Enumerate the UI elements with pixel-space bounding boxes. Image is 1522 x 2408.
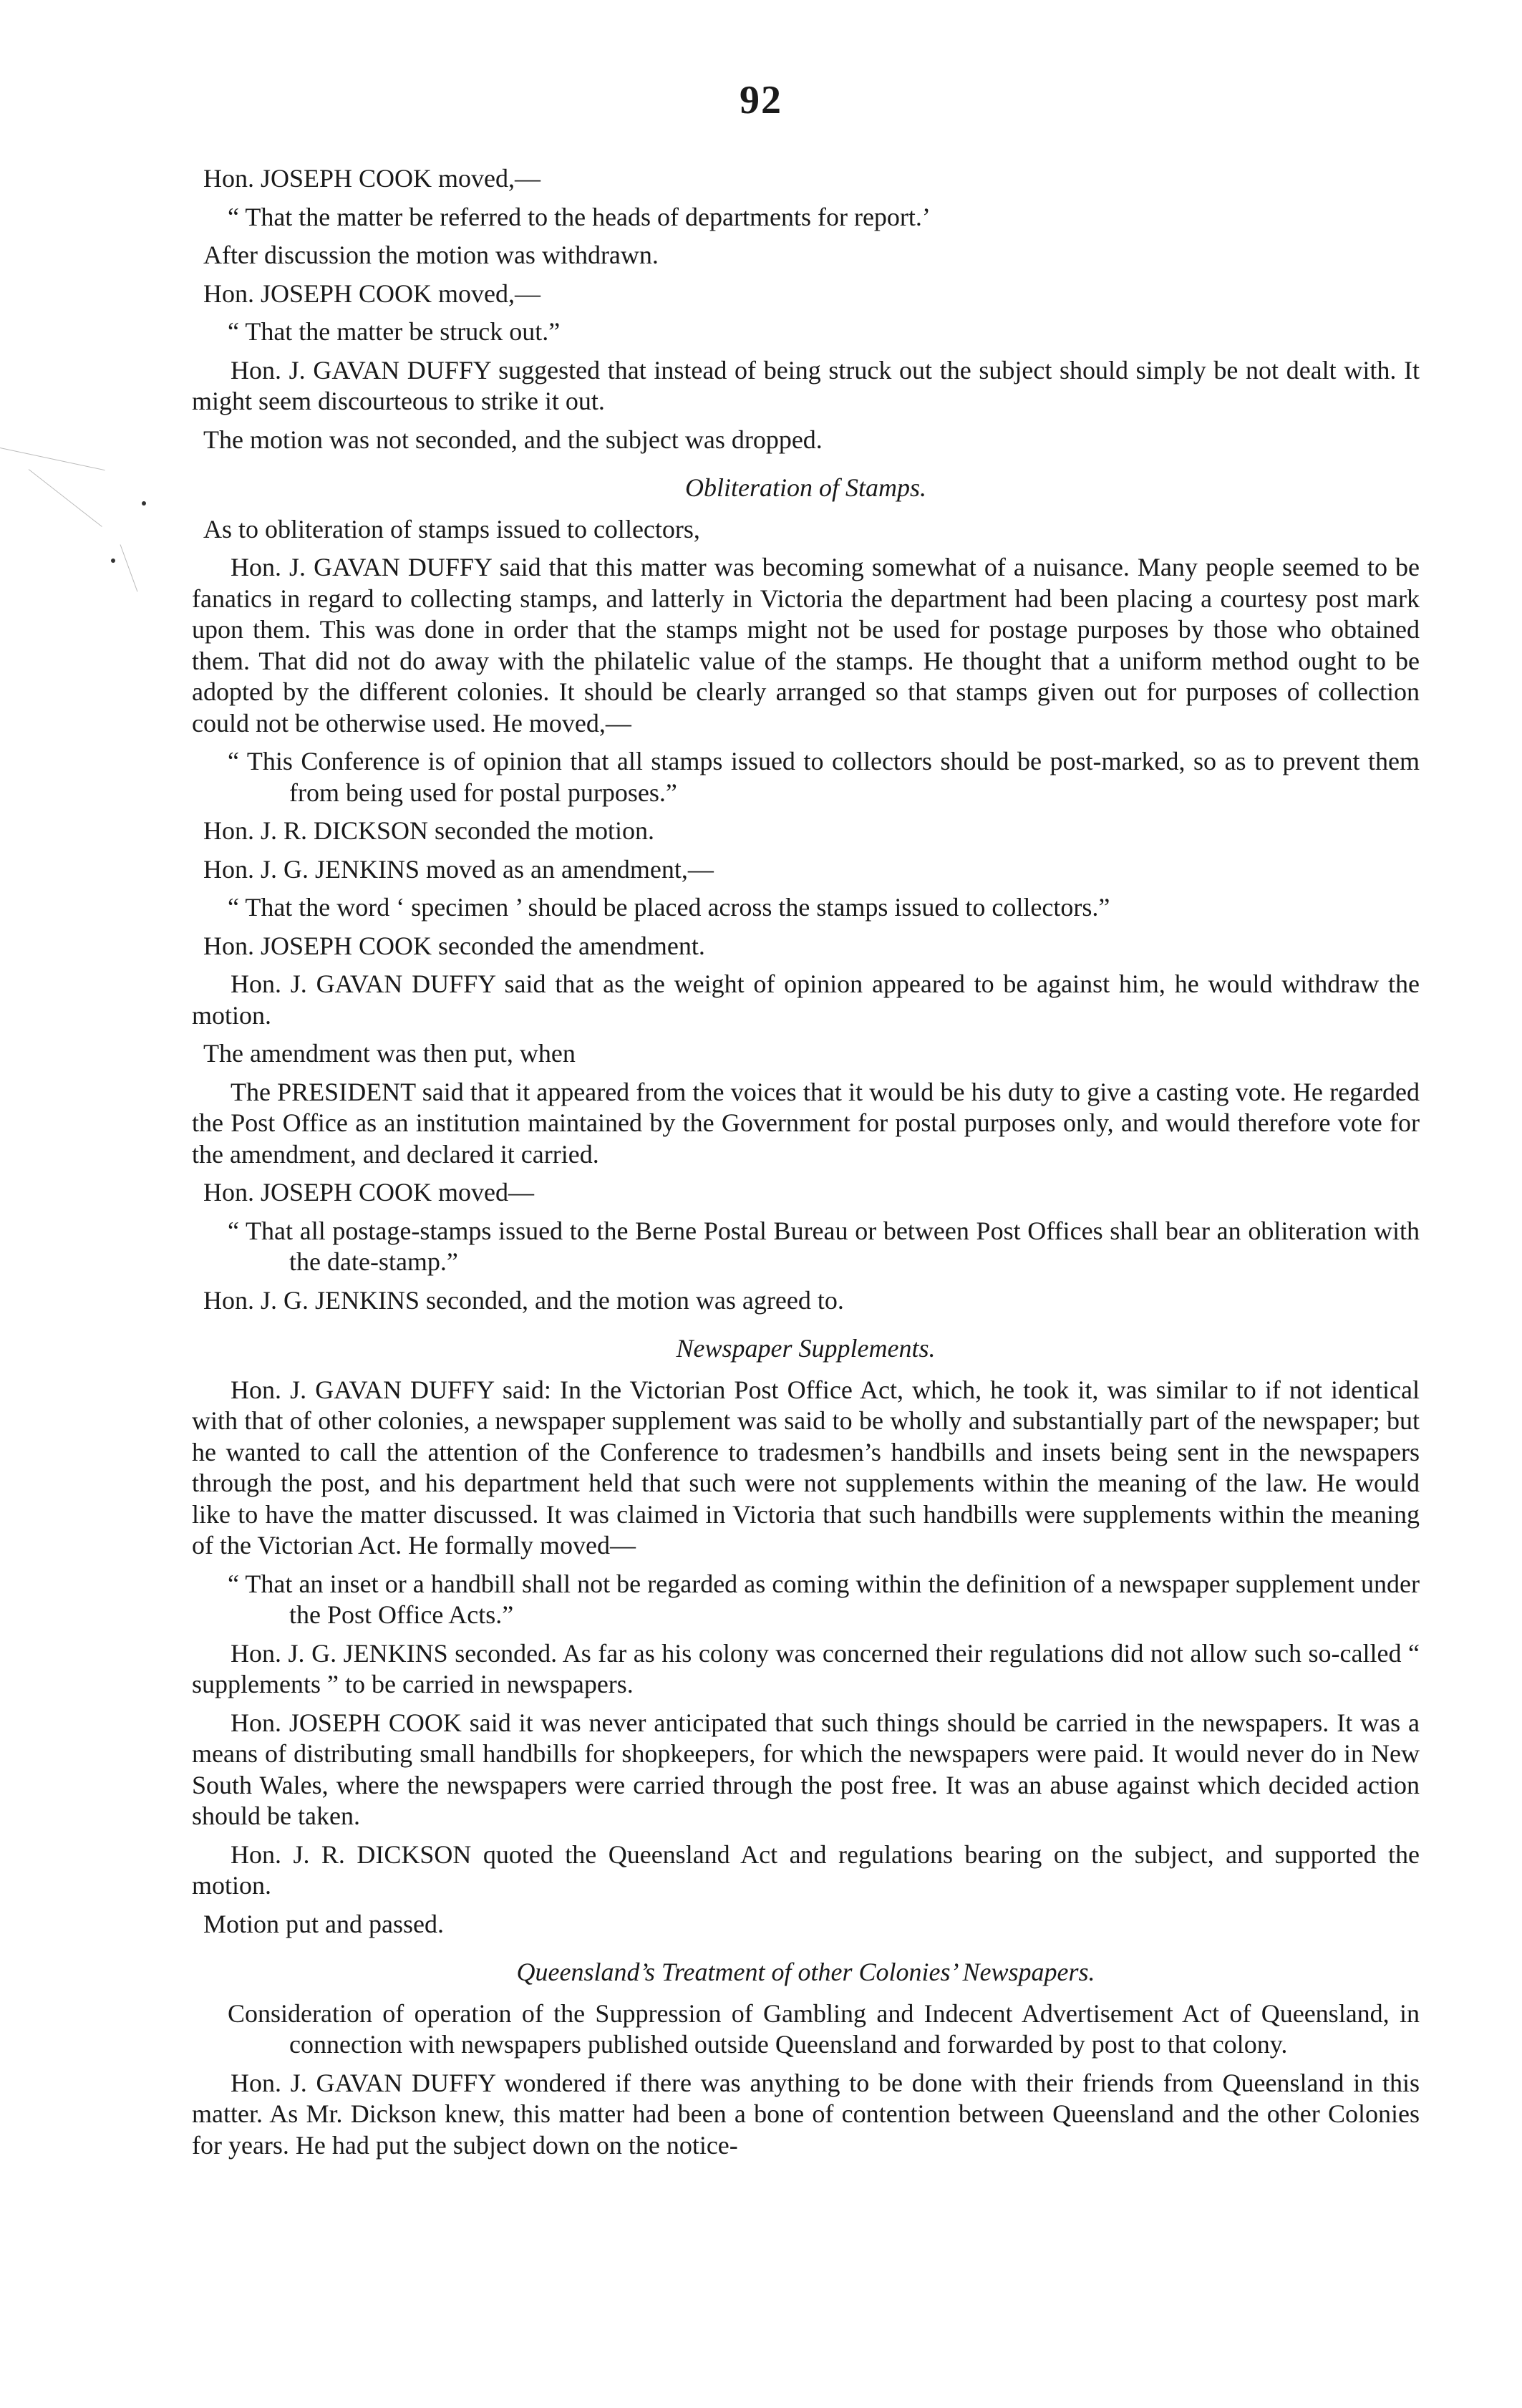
margin-mark xyxy=(29,469,102,527)
motion-quote: “ That the word ‘ specimen ’ should be placed across the stamps issued to collectors.” xyxy=(228,893,1110,922)
paragraph: Hon. J. GAVAN DUFFY said that this matter was becoming somewhat of a nuisance. Many people seemed to be fanatics in regard to collecting stamps, and latterly in Victoria the department had been placing a courtesy post mark upon them. This was done in order that the stamps might not be used for postage purposes by those who obtained them. That did not do away with the philatelic value of the stamps. He thought that a uniform method ought to be adopted by the different colonies. It should be clearly arranged so that stamps given out for purposes of collection could not be otherwise used. He moved,— xyxy=(192,553,1420,738)
paragraph: The amendment was then put, when xyxy=(203,1039,576,1068)
document-body xyxy=(192,163,1420,2168)
paragraph: Motion put and passed. xyxy=(203,1909,444,1938)
paragraph: Hon. J. G. JENKINS moved as an amendment,— xyxy=(203,854,714,884)
paragraph: The PRESIDENT said that it appeared from the voices that it would be his duty to give a casting vote. He regarded the Post Office as an institution maintained by the Government for postal purposes only, and would therefore vote for the amendment, and declared it carried. xyxy=(192,1077,1420,1169)
paragraph: Hon. JOSEPH COOK said it was never anticipated that such things should be carried in the newspapers. It was a means of distributing small handbills for shopkeepers, for which the newspapers were paid. It would never do in New South Wales, where the newspapers were carried through the post free. It was an abuse against which decided action should be taken. xyxy=(192,1708,1420,1830)
paragraph: Hon. JOSEPH COOK moved— xyxy=(203,1178,535,1207)
paragraph: Hon. J. G. JENKINS seconded. As far as his colony was concerned their regulations did not allow such so-called “ supplements ” to be carried in newspapers. xyxy=(192,1638,1420,1698)
margin-dot xyxy=(142,501,146,506)
paragraph: After discussion the motion was withdrawn. xyxy=(203,241,659,269)
paragraph: Hon. J. R. DICKSON seconded the motion. xyxy=(203,816,654,845)
paragraph: Hon. J. R. DICKSON quoted the Queensland Act and regulations bearing on the subject, and supported the motion. xyxy=(192,1839,1420,1900)
section-heading: Obliteration of Stamps. xyxy=(684,473,926,502)
paragraph: Hon. JOSEPH COOK moved,— xyxy=(203,164,541,193)
paragraph: Hon. JOSEPH COOK seconded the amendment. xyxy=(203,931,705,960)
paragraph: Hon. J. GAVAN DUFFY said that as the weight of opinion appeared to be against him, he would withdraw the motion. xyxy=(192,970,1420,1030)
page-number: 92 xyxy=(740,78,782,122)
motion-quote: Consideration of operation of the Suppression of Gambling and Indecent Advertisement Act of Queensland, in connection with newspapers published outside Queensland and forwarded by post to that colony. xyxy=(228,1998,1420,2059)
paragraph: Hon. J. GAVAN DUFFY wondered if there was anything to be done with their friends from Queensland in this matter. As Mr. Dickson knew, this matter had been a bone of contention between Queensland and the other Colonies for years. He had put the subject down on the notice- xyxy=(192,2068,1420,2160)
paragraph: As to obliteration of stamps issued to collectors, xyxy=(203,514,700,543)
motion-quote: “ This Conference is of opinion that all stamps issued to collectors should be post-marked, so as to prevent them from being used for postal purposes.” xyxy=(228,747,1420,807)
margin-mark xyxy=(0,448,105,470)
paragraph: Hon. J. GAVAN DUFFY said: In the Victorian Post Office Act, which, he took it, was similar to if not identical with that of other colonies, a newspaper supplement was said to be wholly and substantially part of the newspaper; but he wanted to call the attention of the Conference to tradesmen’s handbills and insets being sent in the newspapers through the post, and his department held that such were not supplements within the meaning of the law. He would like to have the matter discussed. It was claimed in Victoria that such handbills were supplements within the meaning of the Victorian Act. He formally moved— xyxy=(192,1375,1420,1560)
margin-dot xyxy=(111,559,115,563)
motion-quote: “ That all postage-stamps issued to the Berne Postal Bureau or between Post Offices shall bear an obliteration with the date-stamp.” xyxy=(228,1216,1420,1276)
paragraph: Hon. J. G. JENKINS seconded, and the motion was agreed to. xyxy=(203,1285,844,1315)
paragraph: Hon. J. GAVAN DUFFY suggested that instead of being struck out the subject should simply be not dealt with. It might seem discourteous to strike it out. xyxy=(192,355,1420,415)
motion-quote: “ That an inset or a handbill shall not be regarded as coming within the definition of a newspaper supplement under the Post Office Acts.” xyxy=(228,1569,1420,1629)
motion-quote: “ That the matter be referred to the heads of departments for report.’ xyxy=(228,202,931,231)
section-heading: Newspaper Supplements. xyxy=(676,1334,936,1363)
margin-mark xyxy=(120,544,138,591)
section-heading: Queensland’s Treatment of other Colonies’ Newspapers. xyxy=(516,1958,1095,1986)
paragraph: The motion was not seconded, and the subject was dropped. xyxy=(203,425,823,454)
motion-quote: “ That the matter be struck out.” xyxy=(228,317,561,346)
paragraph: Hon. JOSEPH COOK moved,— xyxy=(203,279,541,308)
